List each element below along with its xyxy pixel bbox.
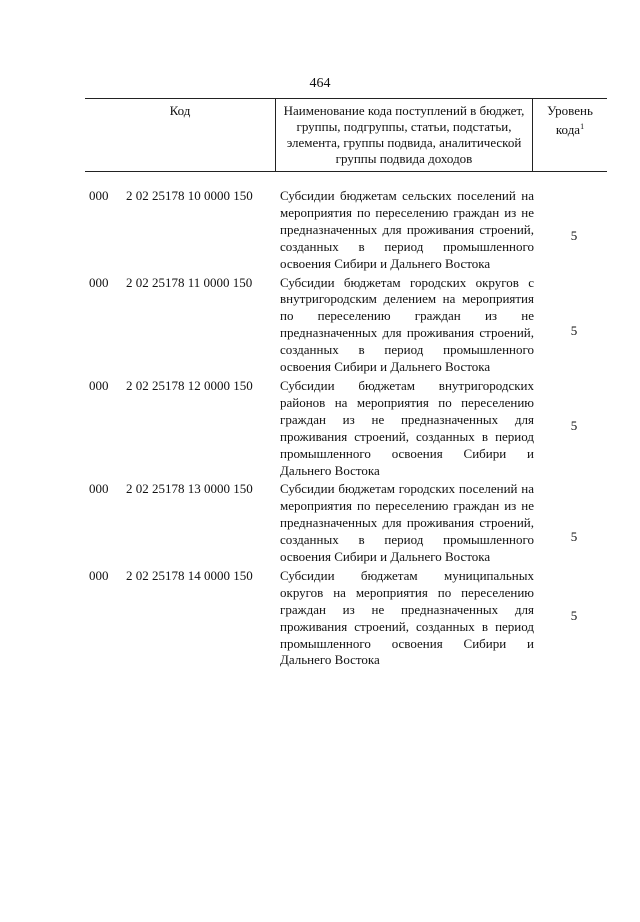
table-row (0, 568, 640, 669)
row-admin-code: 000 (89, 481, 109, 497)
page-number: 464 (309, 76, 331, 91)
header-code: Код (169, 103, 191, 118)
header-name: Наименование кода поступлений в бюджет, группы, подгруппы, статьи, подстатьи, элемента, группы подвида, аналитической группы подвида доходов (275, 99, 533, 171)
row-name: Субсидии бюджетам внутригородских районов на мероприятия по переселению граждан из не предназначенных для проживания строений, созданных в период промышленного освоения Сибири и Дальнего Востока (280, 377, 534, 478)
row-admin-code: 000 (89, 188, 109, 203)
table-row (0, 378, 640, 479)
row-income-code: 2 02 25178 10 0000 150 (126, 188, 253, 203)
row-level: 5 (570, 607, 578, 623)
row-income-code: 2 02 25178 14 0000 150 (126, 567, 253, 583)
row-income-code: 2 02 25178 13 0000 150 (126, 481, 253, 497)
row-level: 5 (570, 529, 578, 545)
row-level: 5 (570, 417, 578, 433)
row-admin-code: 000 (89, 274, 109, 290)
row-income-code: 2 02 25178 12 0000 150 (126, 377, 253, 393)
row-level: 5 (570, 322, 578, 338)
row-name: Субсидии бюджетам городских округов с внутригородским делением на мероприятия по переселению граждан из не предназначенных для проживания строений, созданных в период промышленного освоения Сибири и Дальнего Востока (280, 274, 534, 375)
header-level-label: Уровень кода (547, 103, 593, 137)
row-income-code: 2 02 25178 11 0000 150 (126, 274, 253, 290)
header-level-footnote: 1 (580, 122, 585, 131)
table-body (0, 188, 640, 671)
row-name: Субсидии бюджетам муниципальных округов на мероприятия по переселению граждан из не предназначенных для проживания строений, созданных в период промышленного освоения Сибири и Дальнего Востока (280, 567, 534, 668)
table-row (0, 188, 640, 273)
table-header (85, 98, 607, 172)
table-row (0, 481, 640, 566)
table-row (0, 275, 640, 376)
row-admin-code: 000 (89, 567, 109, 583)
row-level: 5 (570, 228, 578, 243)
row-name: Субсидии бюджетам городских поселений на мероприятия по переселению граждан из не предназначенных для проживания строений, созданных в период промышленного освоения Сибири и Дальнего Востока (280, 481, 534, 565)
row-admin-code: 000 (89, 377, 109, 393)
row-name: Субсидии бюджетам сельских поселений на мероприятия по переселению граждан из не предназначенных для проживания строений, созданных в период промышленного освоения Сибири и Дальнего Востока (280, 188, 534, 271)
header-level (533, 99, 607, 171)
